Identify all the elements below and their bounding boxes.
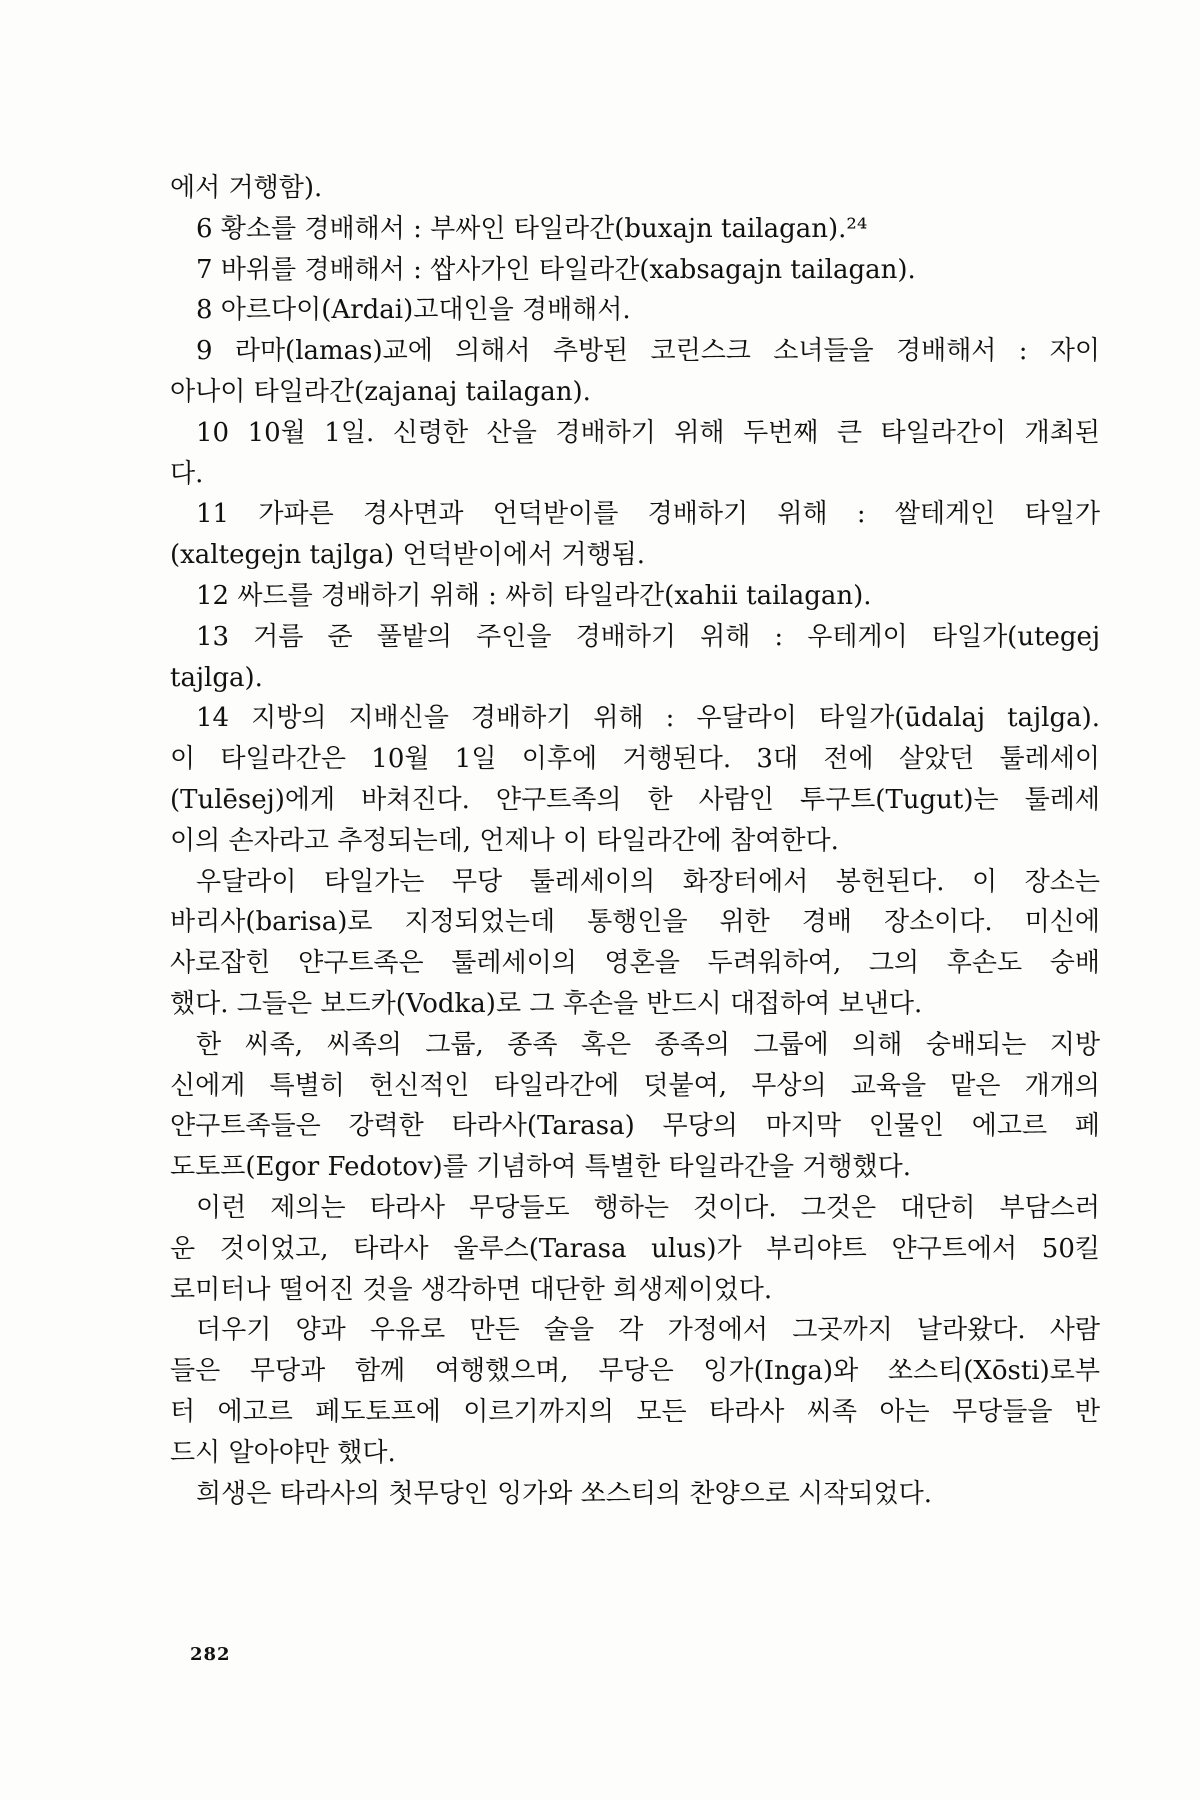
text-line: 10 10월 1일. 신령한 산을 경배하기 위해 두번째 큰 타일라간이 개최된 (196, 417, 1100, 448)
text-line: 아나이 타일라간(zajanaj tailagan). (170, 376, 591, 407)
text-line: 14 지방의 지배신을 경배하기 위해 : 우달라이 타일가(ūdalaj tajlga). (196, 703, 1100, 734)
text-line: 운 것이었고, 타라사 울루스(Tarasa ulus)가 부리야트 얀구트에서 50킬 (170, 1233, 1100, 1264)
text-line: 더우기 양과 우유로 만든 술을 각 가정에서 그곳까지 날라왔다. 사람 (196, 1315, 1100, 1346)
text-line: 8 아르다이(Ardai)고대인을 경배해서. (196, 295, 631, 326)
text-line: 7 바위를 경배해서 : 쌉사가인 타일라간(xabsagajn tailagan). (196, 254, 916, 285)
page-number: 282 (190, 1644, 231, 1665)
text-line: 12 싸드를 경배하기 위해 : 싸히 타일라간(xahii tailagan). (196, 580, 872, 611)
text-line: (xaltegejn tajlga) 언덕받이에서 거행됨. (170, 540, 646, 571)
text-line: 9 라마(lamas)교에 의해서 추방된 코린스크 소녀들을 경배해서 : 자이 (196, 336, 1100, 367)
text-line: 희생은 타라사의 첫무당인 잉가와 쏘스티의 찬양으로 시작되었다. (196, 1478, 932, 1509)
text-line: tajlga). (170, 662, 263, 693)
text-line: 터 에고르 페도토프에 이르기까지의 모든 타라사 씨족 아는 무당들을 반 (170, 1396, 1100, 1427)
text-line: 13 거름 준 풀밭의 주인을 경배하기 위해 : 우테게이 타일가(utegej (196, 621, 1100, 652)
text-line: 한 씨족, 씨족의 그룹, 종족 혹은 종족의 그룹에 의해 숭배되는 지방 (196, 1029, 1100, 1060)
text-line: 6 황소를 경배해서 : 부싸인 타일라간(buxajn tailagan).²⁴ (196, 213, 868, 244)
text-line: 다. (170, 458, 204, 489)
text-line: 이의 손자라고 추정되는데, 언제나 이 타일라간에 참여한다. (170, 825, 839, 856)
text-line: 했다. 그들은 보드카(Vodka)로 그 후손을 반드시 대접하여 보낸다. (170, 988, 923, 1019)
text-line: 에서 거행함). (170, 173, 323, 203)
text-line: 로미터나 떨어진 것을 생각하면 대단한 희생제이었다. (170, 1274, 773, 1305)
text-line: 드시 알아야만 했다. (170, 1437, 396, 1468)
text-line: 이 타일라간은 10월 1일 이후에 거행된다. 3대 전에 살았던 툴레세이 (170, 744, 1100, 775)
text-line: 사로잡힌 얀구트족은 툴레세이의 영혼을 두려워하여, 그의 후손도 숭배 (170, 948, 1100, 979)
text-line: 얀구트족들은 강력한 타라사(Tarasa) 무당의 마지막 인물인 에고르 페 (170, 1111, 1100, 1142)
text-line: (Tulēsej)에게 바쳐진다. 얀구트족의 한 사람인 투구트(Tugut)는 툴레세 (170, 784, 1100, 815)
text-line: 신에게 특별히 헌신적인 타일라간에 덧붙여, 무상의 교육을 맡은 개개의 (170, 1070, 1100, 1101)
body-text (170, 168, 1100, 1514)
text-line: 우달라이 타일가는 무당 툴레세이의 화장터에서 봉헌된다. 이 장소는 (196, 866, 1100, 897)
text-line: 11 가파른 경사면과 언덕받이를 경배하기 위해 : 쌀테게인 타일가 (196, 499, 1100, 530)
text-line: 도토프(Egor Fedotov)를 기념하여 특별한 타일라간을 거행했다. (170, 1152, 911, 1183)
text-line: 바리사(barisa)로 지정되었는데 통행인을 위한 경배 장소이다. 미신에 (170, 907, 1100, 938)
text-line: 들은 무당과 함께 여행했으며, 무당은 잉가(Inga)와 쏘스티(Xōsti)로부 (170, 1356, 1100, 1387)
text-line: 이런 제의는 타라사 무당들도 행하는 것이다. 그것은 대단히 부담스러 (196, 1192, 1100, 1223)
